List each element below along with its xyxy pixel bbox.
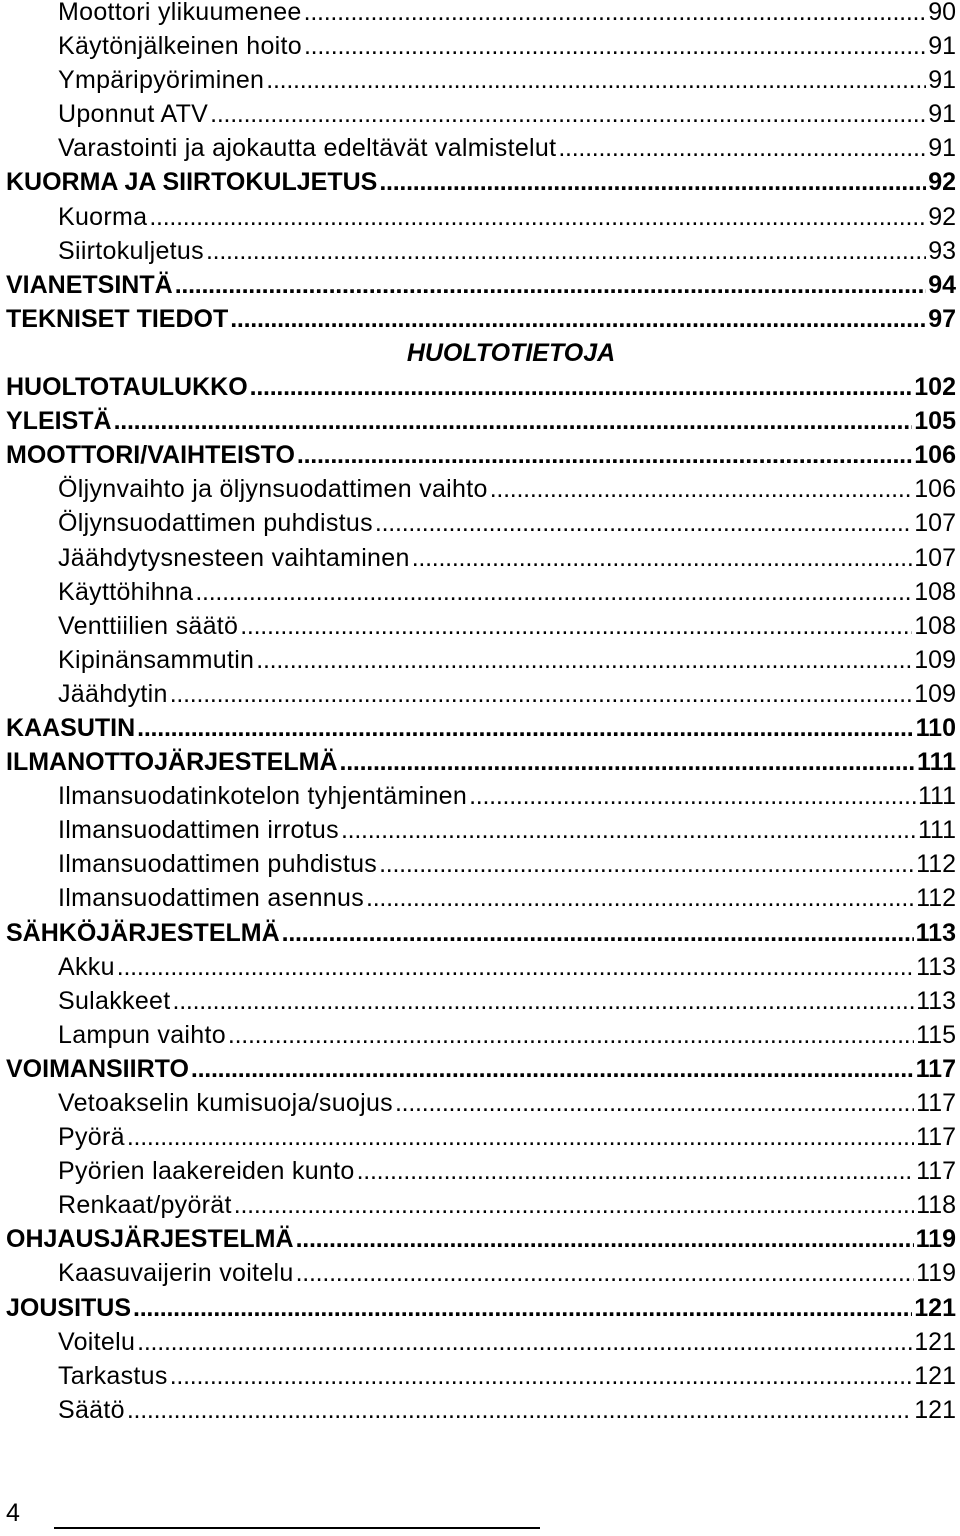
toc-entry-page: 121: [914, 1395, 956, 1424]
toc-subentry: [0, 0, 960, 29]
toc-entry-page: 112: [916, 850, 956, 879]
toc-chapter-entry: [0, 165, 960, 199]
toc-entry-title: Siirtokuljetus: [58, 236, 204, 265]
toc-chapter-entry: [0, 370, 960, 404]
toc-entry-title: OHJAUSJÄRJESTELMÄ: [6, 1225, 294, 1254]
toc-entry-title: TEKNISET TIEDOT: [6, 304, 229, 333]
toc-entry-page: 94: [928, 270, 956, 299]
toc-subentry: [0, 813, 960, 847]
toc-entry-page: 117: [916, 1123, 956, 1152]
toc-entry-page: 107: [914, 509, 956, 538]
section-heading-title: HUOLTOTIETOJA: [406, 338, 616, 367]
toc-subentry: [0, 63, 960, 97]
dot-leader: [240, 609, 912, 643]
toc-entry-page: 115: [916, 1020, 956, 1049]
toc-entry-page: 112: [916, 884, 956, 913]
toc-entry-title: Säätö: [58, 1395, 125, 1424]
toc-entry-title: KUORMA JA SIIRTOKULJETUS: [6, 168, 378, 197]
section-heading: [0, 336, 960, 370]
toc-entry-page: 119: [915, 1225, 956, 1254]
toc-entry-page: 110: [915, 713, 956, 742]
dot-leader: [137, 711, 913, 745]
toc-subentry: [0, 131, 960, 165]
toc-subentry: [0, 1325, 960, 1359]
toc-entry-page: 108: [914, 611, 956, 640]
toc-chapter-entry: [0, 404, 960, 438]
toc-entry-title: Käytönjälkeinen hoito: [58, 32, 302, 61]
toc-subentry: [0, 1359, 960, 1393]
toc-chapter-entry: [0, 745, 960, 779]
toc-entry-title: Varastointi ja ajokautta edeltävät valmistelut: [58, 134, 557, 163]
toc-entry-page: 113: [916, 986, 956, 1015]
dot-leader: [133, 1291, 912, 1325]
toc-subentry: [0, 677, 960, 711]
toc-entry-page: 117: [916, 1089, 956, 1117]
toc-subentry: [0, 541, 960, 575]
toc-entry-title: Pyörä: [58, 1123, 125, 1152]
toc-entry-title: Venttiilien säätö: [58, 611, 239, 640]
toc-entry-page: 113: [915, 918, 956, 947]
toc-entry-page: 92: [928, 168, 956, 197]
toc-entry-page: 102: [914, 373, 956, 402]
dot-leader: [250, 370, 913, 404]
toc-subentry: [0, 1256, 960, 1290]
footer-rule: [54, 1527, 540, 1529]
toc-entry-title: Ilmansuodatinkotelon tyhjentäminen: [58, 782, 468, 811]
dot-leader: [296, 1256, 915, 1290]
dot-leader: [210, 97, 926, 131]
toc-subentry: [0, 200, 960, 234]
toc-entry-title: Ympäripyöriminen: [58, 66, 265, 95]
toc-subentry: [0, 234, 960, 268]
dot-leader: [127, 1120, 914, 1154]
toc-entry-title: SÄHKÖJÄRJESTELMÄ: [6, 918, 280, 947]
toc-subentry: [0, 1086, 960, 1120]
toc-subentry: [0, 29, 960, 63]
dot-leader: [341, 813, 916, 847]
dot-leader: [558, 131, 926, 165]
toc-entry-title: JOUSITUS: [6, 1293, 132, 1322]
toc-entry-page: 111: [917, 782, 956, 811]
toc-entry-title: Öljynsuodattimen puhdistus: [58, 509, 373, 538]
toc-chapter-entry: [0, 438, 960, 472]
toc-entry-page: 90: [928, 0, 956, 26]
toc-entry-page: 113: [916, 952, 956, 981]
dot-leader: [256, 643, 912, 677]
toc-entry-page: 92: [928, 202, 956, 231]
toc-entry-page: 105: [914, 407, 956, 436]
toc-subentry: [0, 1188, 960, 1222]
toc-entry-page: 111: [917, 816, 956, 845]
toc-subentry: [0, 472, 960, 506]
dot-leader: [114, 404, 913, 438]
toc-entry-page: 93: [928, 236, 956, 265]
toc-entry-title: Renkaat/pyörät: [58, 1191, 232, 1220]
toc-entry-title: VOIMANSIIRTO: [6, 1054, 189, 1083]
dot-leader: [127, 1393, 912, 1427]
toc-chapter-entry: [0, 916, 960, 950]
toc-entry-page: 119: [916, 1259, 956, 1288]
toc-entry-title: Akku: [58, 952, 115, 981]
dot-leader: [469, 779, 916, 813]
toc-entry-page: 97: [928, 304, 956, 333]
dot-leader: [412, 541, 913, 575]
toc-subentry: [0, 575, 960, 609]
toc-entry-title: Ilmansuodattimen asennus: [58, 884, 364, 913]
dot-leader: [296, 1222, 914, 1256]
toc-entry-title: Kaasuvaijerin voitelu: [58, 1259, 294, 1288]
toc-entry-title: Ilmansuodattimen puhdistus: [58, 850, 378, 879]
toc-entry-title: Moottori ylikuumenee: [58, 0, 302, 26]
dot-leader: [149, 200, 926, 234]
toc-subentry: [0, 950, 960, 984]
dot-leader: [191, 1052, 914, 1086]
toc-chapter-entry: [0, 711, 960, 745]
toc-chapter-entry: [0, 1222, 960, 1256]
dot-leader: [379, 165, 926, 199]
toc-entry-page: 118: [916, 1191, 956, 1220]
toc-subentry: [0, 984, 960, 1018]
toc-chapter-entry: [0, 1052, 960, 1086]
toc-entry-title: YLEISTÄ: [6, 407, 112, 436]
toc-entry-page: 121: [914, 1327, 956, 1356]
toc-entry-title: VIANETSINTÄ: [6, 270, 173, 299]
toc-entry-title: Uponnut ATV: [58, 100, 209, 129]
dot-leader: [282, 916, 914, 950]
dot-leader: [266, 63, 926, 97]
toc-entry-page: 121: [914, 1361, 956, 1390]
toc-entry-page: 91: [928, 66, 956, 95]
dot-leader: [395, 1086, 914, 1120]
toc-entry-title: Öljynvaihto ja öljynsuodattimen vaihto: [58, 475, 488, 504]
toc-entry-title: Lampun vaihto: [58, 1020, 226, 1049]
toc-subentry: [0, 847, 960, 881]
toc-chapter-entry: [0, 1291, 960, 1325]
toc-subentry: [0, 506, 960, 540]
dot-leader: [340, 745, 916, 779]
toc-entry-page: 109: [914, 645, 956, 674]
toc-subentry: [0, 643, 960, 677]
dot-leader: [490, 472, 913, 506]
dot-leader: [228, 1018, 914, 1052]
toc-chapter-entry: [0, 302, 960, 336]
toc-entry-title: Käyttöhihna: [58, 577, 194, 606]
toc-subentry: [0, 779, 960, 813]
toc-entry-page: 91: [928, 100, 956, 129]
dot-leader: [304, 0, 927, 29]
toc-entry-page: 109: [914, 679, 956, 708]
page-number: 4: [6, 1499, 20, 1527]
toc-entry-page: 111: [917, 748, 956, 777]
dot-leader: [170, 677, 913, 711]
toc-entry-title: Sulakkeet: [58, 986, 171, 1015]
toc-subentry: [0, 1154, 960, 1188]
toc-entry-title: HUOLTOTAULUKKO: [6, 373, 248, 402]
dot-leader: [175, 268, 927, 302]
dot-leader: [195, 575, 912, 609]
toc-entry-title: Jäähdytysnesteen vaihtaminen: [58, 543, 410, 572]
toc-subentry: [0, 1018, 960, 1052]
dot-leader: [366, 881, 914, 915]
dot-leader: [379, 847, 914, 881]
toc-entry-title: Vetoakselin kumisuoja/suojus: [58, 1089, 393, 1117]
toc-entry-title: ILMANOTTOJÄRJESTELMÄ: [6, 748, 338, 777]
toc-chapter-entry: [0, 268, 960, 302]
toc-entry-page: 106: [914, 475, 956, 504]
toc-entry-page: 117: [916, 1157, 956, 1186]
dot-leader: [173, 984, 915, 1018]
dot-leader: [170, 1359, 913, 1393]
toc-subentry: [0, 1393, 960, 1427]
toc-entry-title: Tarkastus: [58, 1361, 168, 1390]
dot-leader: [304, 29, 926, 63]
toc-subentry: [0, 609, 960, 643]
toc-entry-title: Kipinänsammutin: [58, 645, 255, 674]
toc-subentry: [0, 1120, 960, 1154]
dot-leader: [230, 302, 926, 336]
dot-leader: [234, 1188, 914, 1222]
toc-entry-title: Kuorma: [58, 202, 148, 231]
toc-entry-page: 121: [914, 1293, 956, 1322]
dot-leader: [375, 506, 912, 540]
toc-subentry: [0, 881, 960, 915]
dot-leader: [357, 1154, 915, 1188]
toc-entry-page: 91: [928, 32, 956, 61]
toc-entry-title: KAASUTIN: [6, 713, 136, 742]
dot-leader: [117, 950, 914, 984]
toc-entry-title: Voitelu: [58, 1327, 136, 1356]
toc-entry-page: 117: [915, 1054, 956, 1083]
dot-leader: [137, 1325, 912, 1359]
dot-leader: [206, 234, 926, 268]
dot-leader: [297, 438, 912, 472]
toc-entry-page: 107: [914, 543, 956, 572]
toc-entry-title: Jäähdytin: [58, 679, 168, 708]
toc-entry-title: MOOTTORI/VAIHTEISTO: [6, 441, 295, 470]
toc-entry-title: Ilmansuodattimen irrotus: [58, 816, 339, 845]
toc-entry-page: 106: [914, 441, 956, 470]
toc-subentry: [0, 97, 960, 131]
toc-entry-page: 91: [928, 134, 956, 163]
toc-entry-page: 108: [914, 577, 956, 606]
toc-entry-title: Pyörien laakereiden kunto: [58, 1157, 355, 1186]
